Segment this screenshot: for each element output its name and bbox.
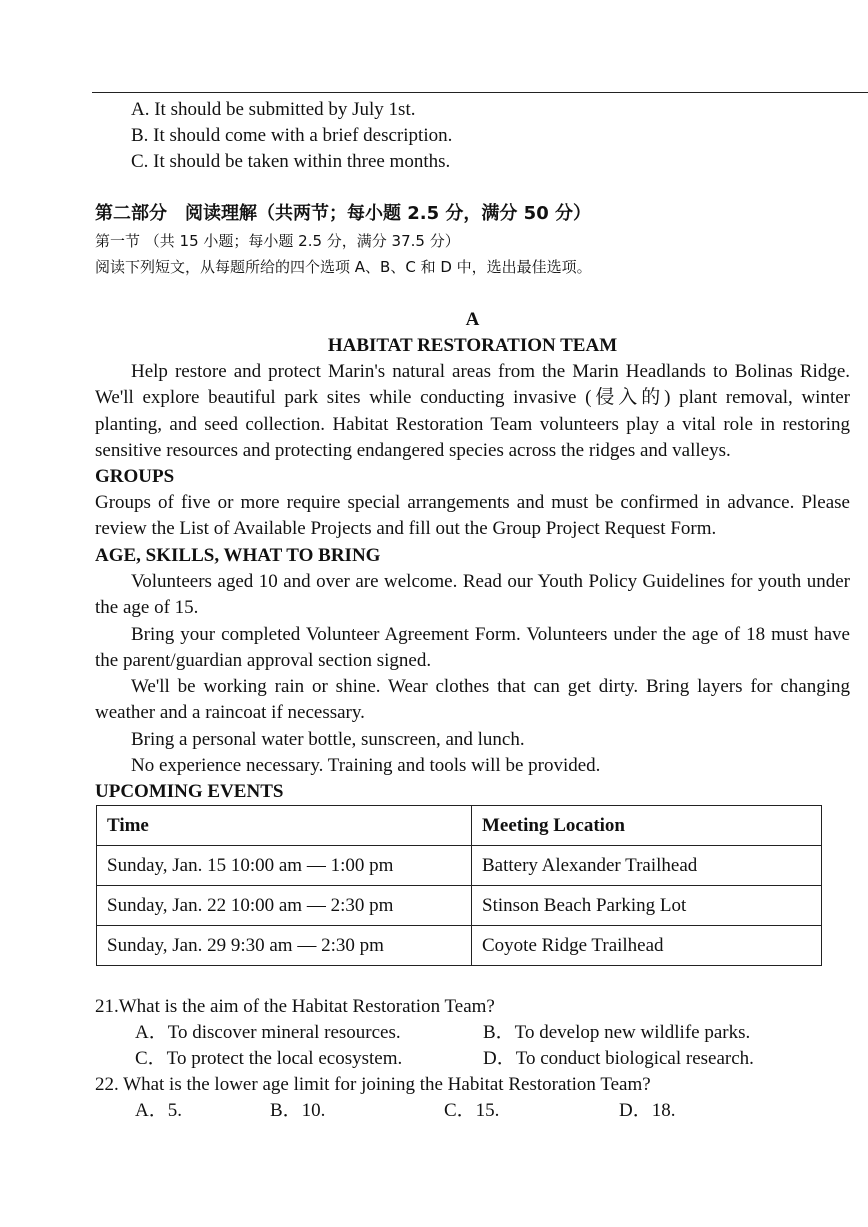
- groups-heading: GROUPS: [95, 466, 175, 487]
- table-header-row: [97, 806, 822, 846]
- question-21-option-c: C．To protect the local ecosystem.: [135, 1048, 403, 1069]
- question-22-option-a: A．5.: [135, 1100, 182, 1121]
- passage-title: HABITAT RESTORATION TEAM: [327, 335, 618, 356]
- question-22-option-d: D．18.: [619, 1100, 676, 1121]
- table-cell-location: Battery Alexander Trailhead: [472, 846, 822, 886]
- table-row: [97, 926, 822, 966]
- age-paragraph-1: Volunteers aged 10 and over are welcome. Read our Youth Policy Guidelines for youth under the age of 15.: [95, 571, 850, 619]
- intro-paragraph: Help restore and protect Marin's natural areas from the Marin Headlands to Bolinas Ridge. We'll explore beautiful park sites while conducting invasive (侵入的) plant removal, winter planting, and seed collection. Habitat Restoration Team volunteers play a vital role in restoring sensitive resources and protecting endangered species across the ridges and valleys.: [95, 361, 850, 461]
- table-header-location: Meeting Location: [472, 806, 822, 846]
- section-title: 第二部分 阅读理解（共两节；每小题 2.5 分，满分 50 分）: [95, 203, 591, 224]
- subsection-title: 第一节 （共 15 小题；每小题 2.5 分，满分 37.5 分）: [95, 232, 460, 250]
- table-cell-time: Sunday, Jan. 15 10:00 am — 1:00 pm: [97, 846, 472, 886]
- groups-paragraph: Groups of five or more require special arrangements and must be confirmed in advance. Please review the List of Available Projects and fill out the Group Project Request Form.: [95, 492, 850, 540]
- age-paragraph-4: Bring a personal water bottle, sunscreen, and lunch.: [131, 729, 525, 750]
- events-heading: UPCOMING EVENTS: [95, 781, 284, 802]
- table-cell-time: Sunday, Jan. 29 9:30 am — 2:30 pm: [97, 926, 472, 966]
- table-cell-location: Coyote Ridge Trailhead: [472, 926, 822, 966]
- question-21-option-d: D．To conduct biological research.: [483, 1048, 754, 1069]
- question-22-stem: 22. What is the lower age limit for joining the Habitat Restoration Team?: [95, 1074, 651, 1095]
- table-header-time: Time: [97, 806, 472, 846]
- prev-option-c: C. It should be taken within three months.: [131, 151, 451, 172]
- table-row: [97, 886, 822, 926]
- question-22-option-c: C．15.: [444, 1100, 500, 1121]
- prev-option-a: A. It should be submitted by July 1st.: [131, 99, 416, 120]
- header-rule: [92, 92, 868, 93]
- table-row: [97, 846, 822, 886]
- question-21-stem: 21.What is the aim of the Habitat Restoration Team?: [95, 996, 495, 1017]
- question-21-option-a: A．To discover mineral resources.: [135, 1022, 401, 1043]
- age-paragraph-3: We'll be working rain or shine. Wear clothes that can get dirty. Bring layers for changing weather and a raincoat if necessary.: [95, 676, 850, 724]
- table-cell-location: Stinson Beach Parking Lot: [472, 886, 822, 926]
- question-22-option-b: B．10.: [270, 1100, 326, 1121]
- instruction-text: 阅读下列短文，从每题所给的四个选项 A、B、C 和 D 中，选出最佳选项。: [95, 258, 592, 276]
- passage-letter: A: [465, 309, 480, 330]
- question-21-option-b: B．To develop new wildlife parks.: [483, 1022, 751, 1043]
- events-table: [96, 805, 822, 966]
- age-skills-heading: AGE, SKILLS, WHAT TO BRING: [95, 545, 381, 566]
- age-paragraph-5: No experience necessary. Training and tools will be provided.: [131, 755, 601, 776]
- age-paragraph-2: Bring your completed Volunteer Agreement Form. Volunteers under the age of 18 must have the parent/guardian approval section signed.: [95, 624, 850, 672]
- prev-option-b: B. It should come with a brief description.: [131, 125, 453, 146]
- table-cell-time: Sunday, Jan. 22 10:00 am — 2:30 pm: [97, 886, 472, 926]
